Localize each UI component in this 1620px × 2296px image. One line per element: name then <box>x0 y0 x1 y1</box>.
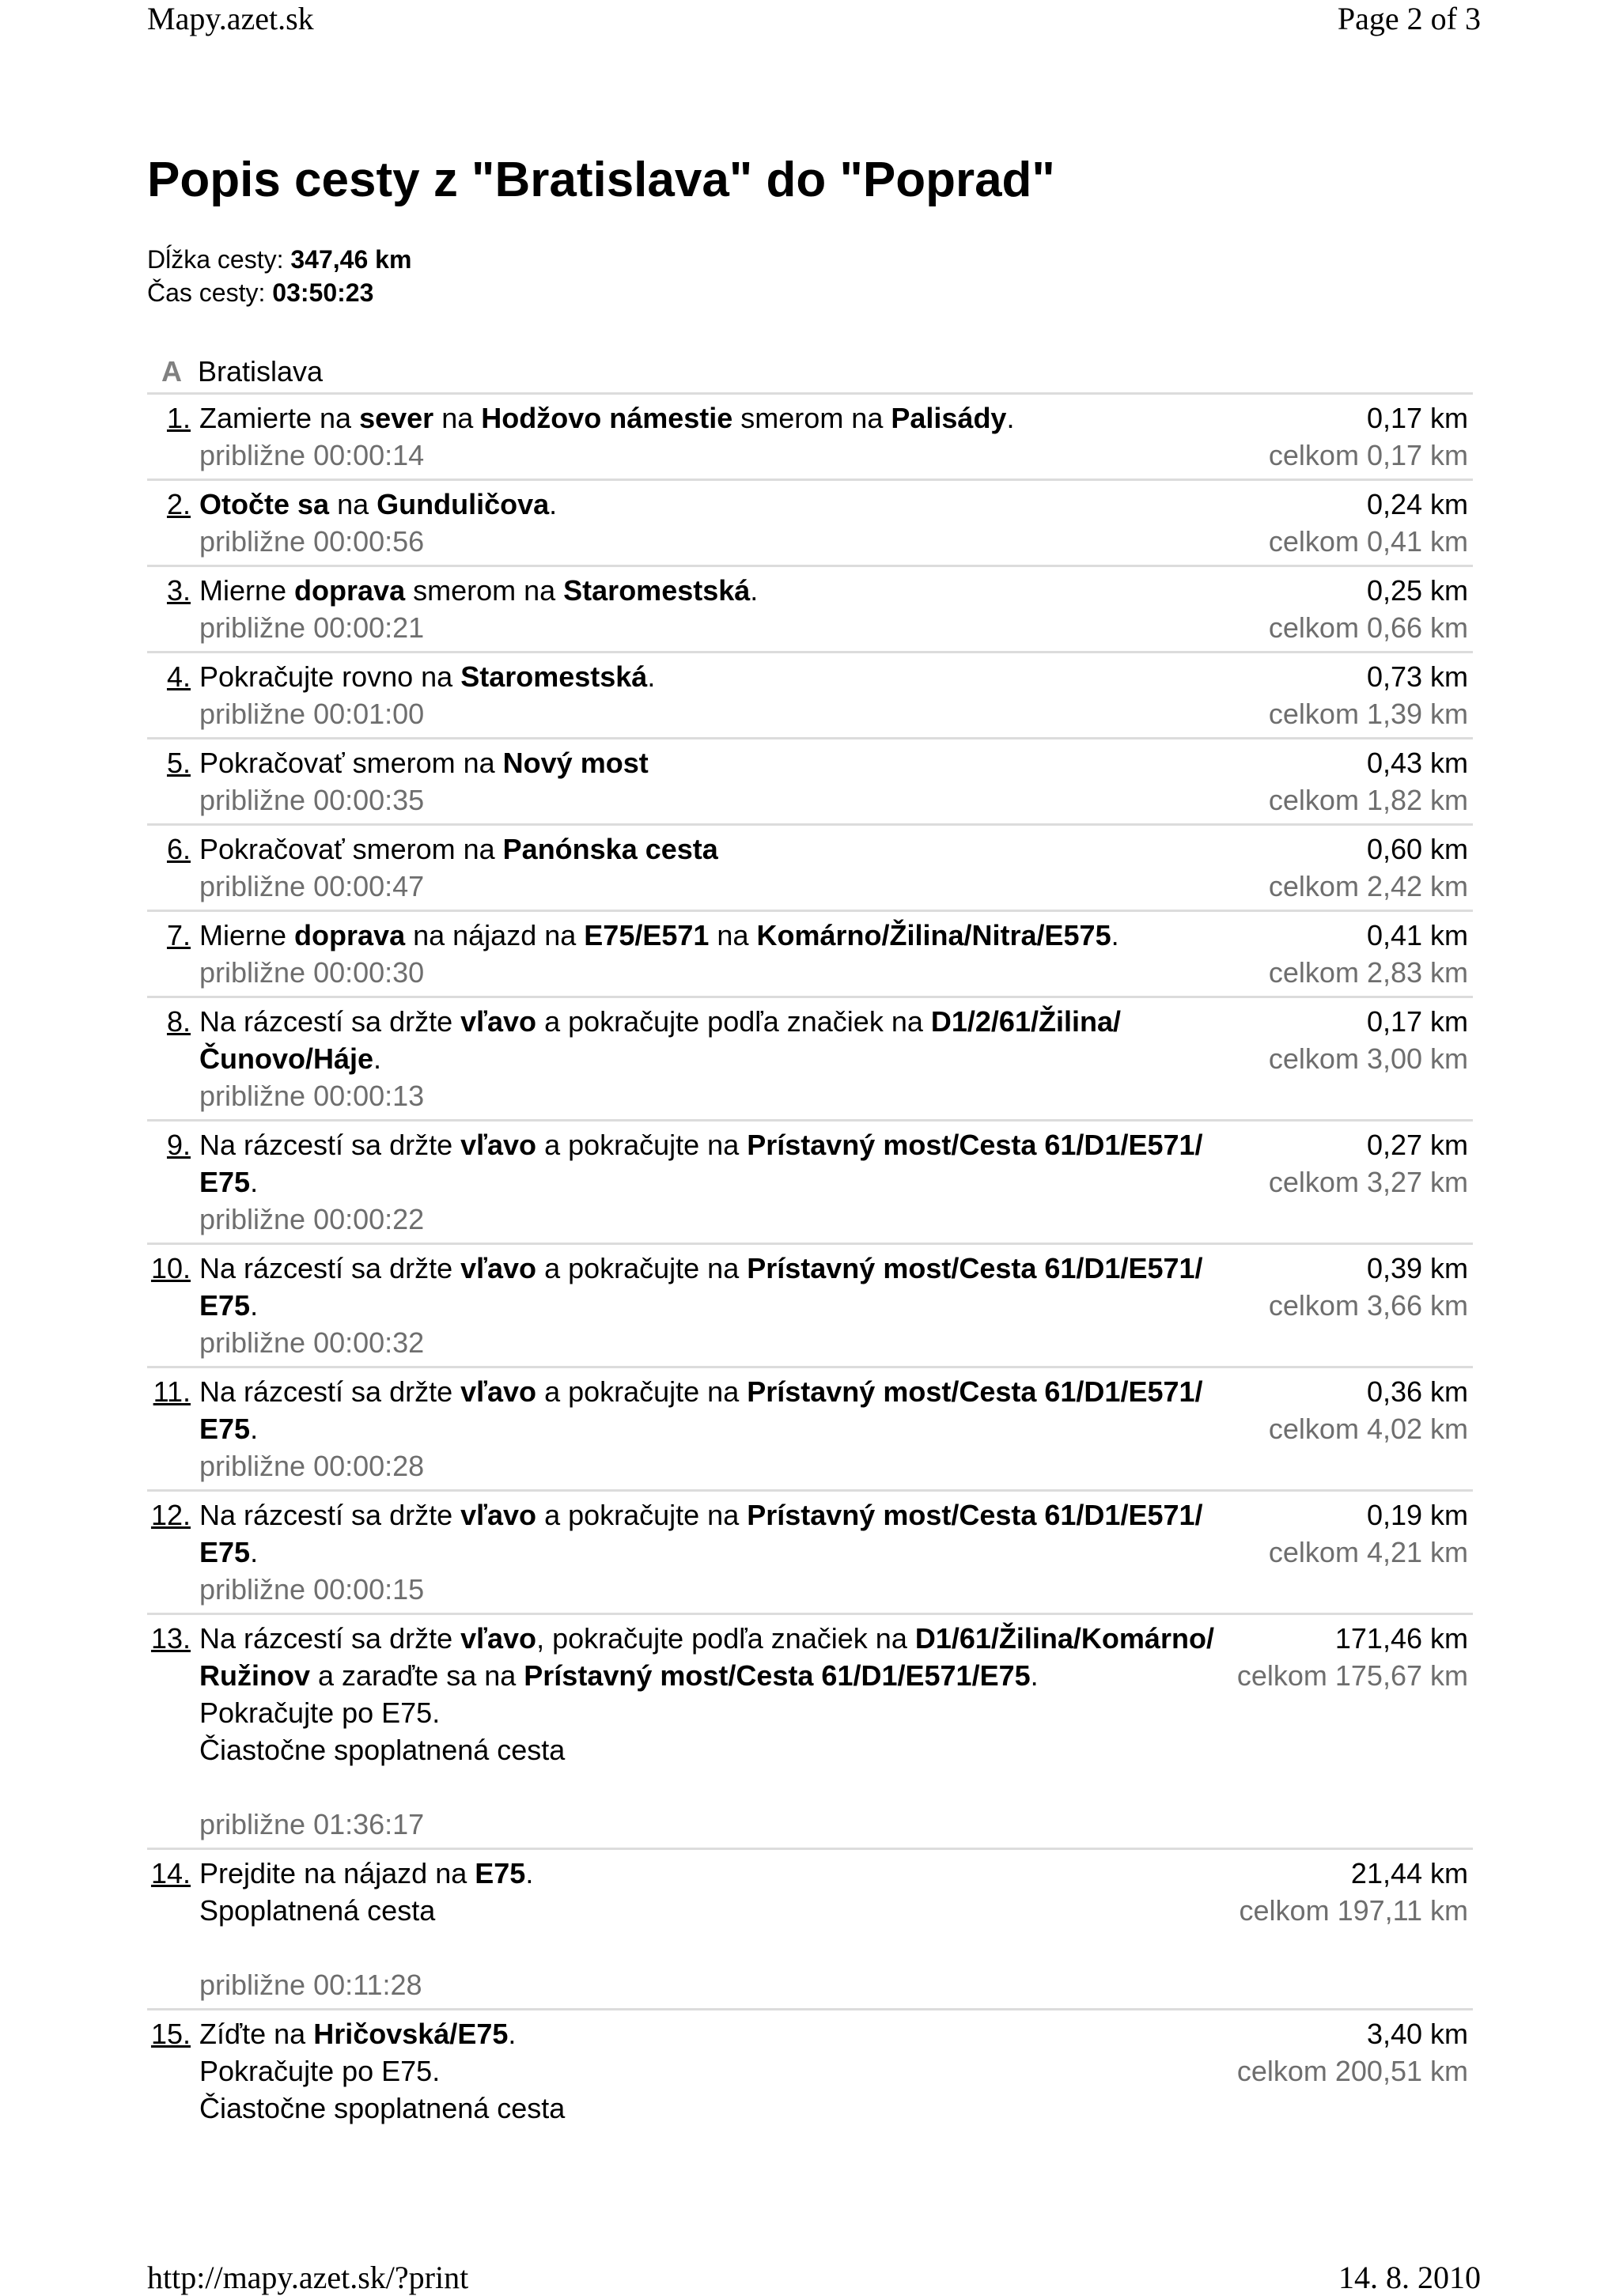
step-instruction: Pokračovať smerom na Panónska cesta <box>199 833 718 865</box>
step-duration: približne 01:36:17 <box>199 1808 425 1840</box>
route-step <box>147 823 1473 910</box>
step-duration: približne 00:11:28 <box>199 1969 422 2001</box>
step-body <box>199 1855 1220 2003</box>
step-distance <box>1237 2015 1468 2090</box>
step-distance <box>1269 744 1468 819</box>
route-time-value: 03:50:23 <box>272 278 374 307</box>
step-instruction: Pokračujte rovno na Staromestská. <box>199 660 656 693</box>
step-duration: približne 00:00:13 <box>199 1080 425 1112</box>
step-distance <box>1269 1126 1468 1201</box>
step-spacer <box>199 1929 1220 1966</box>
step-duration: približne 00:00:21 <box>199 611 425 644</box>
step-note: Čiastočne spoplatnená cesta <box>199 2092 566 2124</box>
route-step <box>147 392 1473 478</box>
step-segment-distance: 0,17 km <box>1366 1005 1468 1038</box>
step-body <box>199 1620 1220 1843</box>
route-length-value: 347,46 km <box>290 245 412 274</box>
route-summary <box>147 243 411 309</box>
step-body <box>199 1003 1220 1114</box>
step-number-link[interactable]: 8. <box>166 1005 191 1038</box>
step-distance <box>1237 1620 1468 1694</box>
route-step <box>147 1848 1473 2008</box>
step-segment-distance: 0,39 km <box>1366 1252 1468 1284</box>
route-step <box>147 1243 1473 1366</box>
step-note: Pokračujte po E75. <box>199 1696 441 1729</box>
step-total-distance: celkom 175,67 km <box>1236 1659 1468 1692</box>
page-title: Popis cesty z "Bratislava" do "Poprad" <box>147 153 1055 207</box>
step-instruction: Mierne doprava smerom na Staromestská. <box>199 574 759 607</box>
step-total-distance: celkom 4,21 km <box>1268 1536 1468 1568</box>
step-duration: približne 00:00:15 <box>199 1573 425 1606</box>
step-instruction: Prejdite na nájazd na E75. <box>199 1857 534 1889</box>
step-duration: približne 00:00:47 <box>199 870 425 902</box>
step-note: Čiastočne spoplatnená cesta <box>199 1734 566 1766</box>
step-segment-distance: 0,41 km <box>1366 919 1468 951</box>
step-total-distance: celkom 3,27 km <box>1268 1166 1468 1198</box>
step-body <box>199 744 1220 819</box>
step-instruction: Na rázcestí sa držte vľavo a pokračujte na Prístavný most/Cesta 61/D1/E571/ E75. <box>199 1129 1203 1198</box>
step-distance <box>1269 1003 1468 1077</box>
step-instruction: Na rázcestí sa držte vľavo a pokračujte na Prístavný most/Cesta 61/D1/E571/ E75. <box>199 1499 1203 1568</box>
step-number-link[interactable]: 7. <box>166 919 191 951</box>
step-duration: približne 00:00:30 <box>199 956 425 989</box>
step-instruction: Na rázcestí sa držte vľavo, pokračujte podľa značiek na D1/61/Žilina/Komárno/ Ružinov a zaraďte sa na Prístavný most/Cesta 61/D1/E571/E75. <box>199 1622 1214 1692</box>
route-step <box>147 1366 1473 1489</box>
step-number-link[interactable]: 4. <box>166 660 191 693</box>
step-total-distance: celkom 4,02 km <box>1268 1413 1468 1445</box>
step-segment-distance: 0,17 km <box>1366 402 1468 434</box>
step-instruction: Na rázcestí sa držte vľavo a pokračujte podľa značiek na D1/2/61/Žilina/ Čunovo/Háje. <box>199 1005 1121 1075</box>
step-body <box>199 486 1220 560</box>
step-number-link[interactable]: 14. <box>150 1857 191 1889</box>
step-segment-distance: 0,73 km <box>1366 660 1468 693</box>
route-step <box>147 996 1473 1119</box>
step-body <box>199 658 1220 732</box>
route-time <box>147 276 411 309</box>
route-length <box>147 243 411 276</box>
step-total-distance: celkom 3,00 km <box>1268 1042 1468 1075</box>
step-number-link[interactable]: 9. <box>166 1129 191 1161</box>
step-duration: približne 00:00:32 <box>199 1326 425 1359</box>
step-duration: približne 00:00:14 <box>199 439 425 471</box>
step-instruction: Na rázcestí sa držte vľavo a pokračujte na Prístavný most/Cesta 61/D1/E571/ E75. <box>199 1252 1203 1322</box>
step-total-distance: celkom 0,41 km <box>1268 525 1468 558</box>
step-body <box>199 572 1220 646</box>
step-distance <box>1269 1250 1468 1324</box>
step-segment-distance: 0,36 km <box>1366 1375 1468 1408</box>
step-total-distance: celkom 197,11 km <box>1239 1894 1468 1927</box>
route-step <box>147 1489 1473 1613</box>
step-body <box>199 830 1220 905</box>
step-duration: približne 00:00:28 <box>199 1450 425 1482</box>
step-instruction: Na rázcestí sa držte vľavo a pokračujte na Prístavný most/Cesta 61/D1/E571/ E75. <box>199 1375 1203 1445</box>
step-total-distance: celkom 200,51 km <box>1236 2055 1468 2087</box>
step-body <box>199 1250 1220 1361</box>
step-number-link[interactable]: 1. <box>166 402 191 434</box>
step-instruction: Zamierte na sever na Hodžovo námestie smerom na Palisády. <box>199 402 1015 434</box>
step-segment-distance: 0,60 km <box>1366 833 1468 865</box>
step-body <box>199 1496 1220 1608</box>
start-name: Bratislava <box>198 355 324 388</box>
route-step <box>147 737 1473 823</box>
step-duration: približne 00:01:00 <box>199 698 425 730</box>
page-header-pagenum: Page 2 of 3 <box>1337 1 1481 36</box>
step-distance <box>1269 572 1468 646</box>
step-spacer <box>199 1768 1220 1806</box>
step-total-distance: celkom 1,82 km <box>1268 784 1468 816</box>
step-number-link[interactable]: 11. <box>153 1375 191 1408</box>
page-header-site: Mapy.azet.sk <box>147 1 314 36</box>
step-number-link[interactable]: 5. <box>166 747 191 779</box>
step-segment-distance: 0,27 km <box>1366 1129 1468 1161</box>
step-segment-distance: 0,25 km <box>1366 574 1468 607</box>
step-body <box>199 399 1220 474</box>
step-segment-distance: 3,40 km <box>1366 2018 1468 2050</box>
route-step <box>147 1119 1473 1243</box>
step-distance <box>1269 830 1468 905</box>
step-body <box>199 1373 1220 1485</box>
step-instruction: Mierne doprava na nájazd na E75/E571 na Komárno/Žilina/Nitra/E575. <box>199 919 1119 951</box>
step-number-link[interactable]: 3. <box>166 574 191 607</box>
step-total-distance: celkom 2,83 km <box>1268 956 1468 989</box>
step-duration: približne 00:00:56 <box>199 525 425 558</box>
route-step <box>147 1613 1473 1848</box>
step-segment-distance: 0,19 km <box>1366 1499 1468 1531</box>
step-body <box>199 1126 1220 1238</box>
step-instruction: Pokračovať smerom na Nový most <box>199 747 649 779</box>
page-footer-url: http://mapy.azet.sk/?print <box>147 2260 469 2295</box>
step-body <box>199 917 1220 991</box>
step-note: Spoplatnená cesta <box>199 1894 436 1927</box>
step-number-link[interactable]: 15. <box>150 2018 191 2050</box>
start-marker: A <box>161 355 182 388</box>
step-distance <box>1269 917 1468 991</box>
step-segment-distance: 0,43 km <box>1366 747 1468 779</box>
step-number-link[interactable]: 10. <box>150 1252 191 1284</box>
step-distance <box>1269 1496 1468 1571</box>
step-note: Pokračujte po E75. <box>199 2055 441 2087</box>
step-distance <box>1240 1855 1468 1929</box>
route-step <box>147 478 1473 565</box>
step-number-link[interactable]: 2. <box>166 488 191 520</box>
step-distance <box>1269 399 1468 474</box>
step-total-distance: celkom 0,17 km <box>1268 439 1468 471</box>
step-number-link[interactable]: 6. <box>166 833 191 865</box>
step-segment-distance: 0,24 km <box>1366 488 1468 520</box>
step-distance <box>1269 1373 1468 1447</box>
route-time-label: Čas cesty: <box>147 278 266 307</box>
step-duration: približne 00:00:35 <box>199 784 425 816</box>
step-segment-distance: 171,46 km <box>1334 1622 1468 1655</box>
step-total-distance: celkom 3,66 km <box>1268 1289 1468 1322</box>
step-instruction: Zíďte na Hričovská/E75. <box>199 2018 517 2050</box>
step-number-link[interactable]: 12. <box>150 1499 191 1531</box>
step-distance <box>1269 658 1468 732</box>
step-total-distance: celkom 2,42 km <box>1268 870 1468 902</box>
step-duration: približne 00:00:22 <box>199 1203 425 1235</box>
route-length-label: Dĺžka cesty: <box>147 245 284 274</box>
page-footer-date: 14. 8. 2010 <box>1338 2260 1481 2295</box>
route-step <box>147 651 1473 737</box>
step-total-distance: celkom 1,39 km <box>1268 698 1468 730</box>
step-instruction: Otočte sa na Gunduličova. <box>199 488 558 520</box>
step-number-link[interactable]: 13. <box>150 1622 191 1655</box>
step-body <box>199 2015 1220 2127</box>
route-steps-list <box>147 351 1473 2131</box>
route-start <box>147 351 1473 392</box>
step-segment-distance: 21,44 km <box>1350 1857 1468 1889</box>
step-total-distance: celkom 0,66 km <box>1268 611 1468 644</box>
step-distance <box>1269 486 1468 560</box>
route-step <box>147 565 1473 651</box>
route-step <box>147 910 1473 996</box>
route-step <box>147 2008 1473 2131</box>
